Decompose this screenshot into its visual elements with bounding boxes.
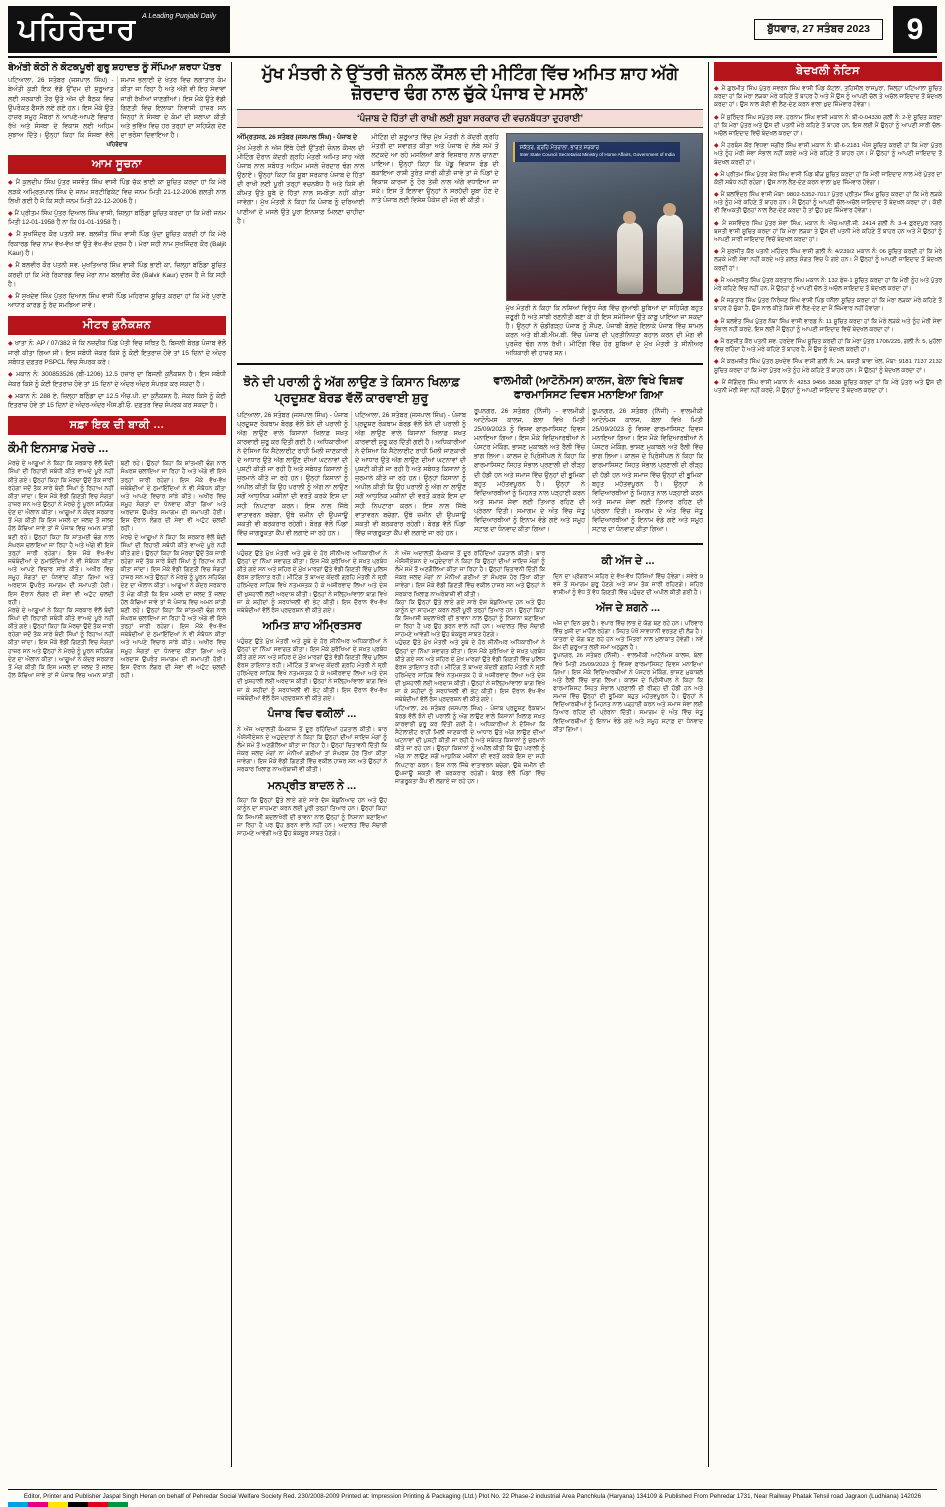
story-3-body: ਰੂਪਨਗਰ, 26 ਸਤੰਬਰ (ਨਿੱਜੀ) - ਵਾਲਮੀਕੀ ਆਟੋਨੋਮਸ ਕਾਲਜ, ਬੇਲਾ ਵਿਖੇ ਮਿਤੀ 25/09/2023 ਨੂੰ ਵਿਸ਼ਵ ਫਾਰਮਾਸਿਸਟ ਦਿਵਸ ਮਨਾਇਆ ਗਿਆ। ਇਸ ਮੌਕੇ ਵਿਦਿਆਰਥੀਆਂ ਨੇ ਪੋਸਟਰ ਮੇਕਿੰਗ, ਭਾਸ਼ਣ ਮੁਕਾਬਲੇ ਅਤੇ ਰੈਲੀ ਵਿੱਚ ਭਾਗ ਲਿਆ। ਕਾਲਜ ਦੇ ਪ੍ਰਿੰਸੀਪਲ ਨੇ ਕਿਹਾ ਕਿ ਫਾਰਮਾਸਿਸਟ ਸਿਹਤ ਸੰਭਾਲ ਪ੍ਰਣਾਲੀ ਦੀ ਰੀੜ੍ਹ ਦੀ ਹੱਡੀ ਹਨ ਅਤੇ ਸਮਾਜ ਵਿੱਚ ਉਨ੍ਹਾਂ ਦੀ ਭੂਮਿਕਾ ਬਹੁਤ ਮਹੱਤਵਪੂਰਨ ਹੈ। ਉਨ੍ਹਾਂ ਨੇ ਵਿਦਿਆਰਥੀਆਂ ਨੂੰ ਮਿਹਨਤ ਨਾਲ ਪੜ੍ਹਾਈ ਕਰਨ ਅਤੇ ਸਮਾਜ ਸੇਵਾ ਲਈ ਤਿਆਰ ਰਹਿਣ ਦੀ ਪ੍ਰੇਰਨਾ ਦਿੱਤੀ। ਸਮਾਗਮ ਦੇ ਅੰਤ ਵਿੱਚ ਜੇਤੂ ਵਿਦਿਆਰਥੀਆਂ ਨੂੰ ਇਨਾਮ ਵੰਡੇ ਗਏ ਅਤੇ ਸਮੂਹ ਸਟਾਫ਼ ਦਾ ਧੰਨਵਾਦ ਕੀਤਾ ਗਿਆ। (474, 407, 585, 534)
photo-banner-text (513, 142, 680, 163)
page-number: 9 (893, 6, 937, 53)
notice-item: ◆ ਮੈਂ ਬਲਵੀਰ ਕੌਰ ਪਤਨੀ ਸਵ. ਮੁਖਤਿਆਰ ਸਿੰਘ ਵਾਸੀ ਪਿੰਡ ਭਾਈ ਕਾ, ਜ਼ਿਲ੍ਹਾ ਬਠਿੰਡਾ ਸੂਚਿਤ ਕਰਦੀ ਹਾਂ ਕਿ ਮੇਰੇ ਰਿਕਾਰਡ ਵਿਚ ਮੇਰਾ ਨਾਮ ਬਲਵੀਰ ਕੌਰ (Balvir Kaur) ਦਰਜ ਹੈ ਜੋ ਕਿ ਸਹੀ ਹੈ। (8, 261, 226, 289)
eviction-notice-list (714, 85, 942, 395)
print-color-bar (8, 1502, 128, 1507)
section-heading-page-one-continued: ਸਫ਼ਾ ਇਕ ਦੀ ਬਾਕੀ ... (8, 416, 226, 435)
lead-col-2 (371, 133, 498, 359)
jump-intro-text: ਪਹੁੰਚਣ ਉਤੇ ਮੁੱਖ ਮੰਤਰੀ ਅਤੇ ਸੂਬੇ ਦੇ ਹੋਰ ਸੀਨੀਅਰ ਅਧਿਕਾਰੀਆਂ ਨੇ ਉਨ੍ਹਾਂ ਦਾ ਨਿੱਘਾ ਸਵਾਗਤ ਕੀਤਾ। ਇਸ ਮੌਕੇ ਸੁਰੱਖਿਆ ਦੇ ਸਖ਼ਤ ਪ੍ਰਬੰਧ ਕੀਤੇ ਗਏ ਸਨ ਅਤੇ ਸ਼ਹਿਰ ਦੇ ਮੁੱਖ ਮਾਰਗਾਂ ਉਤੇ ਵੱਡੀ ਗਿਣਤੀ ਵਿੱਚ ਪੁਲਿਸ ਫੋਰਸ ਤਾਇਨਾਤ ਰਹੀ। ਮੀਟਿੰਗ ਤੋਂ ਬਾਅਦ ਕੇਂਦਰੀ ਗ੍ਰਹਿ ਮੰਤਰੀ ਨੇ ਸ੍ਰੀ ਹਰਿਮੰਦਰ ਸਾਹਿਬ ਵਿਖੇ ਨਤਮਸਤਕ ਹੋ ਕੇ ਅਸ਼ੀਰਵਾਦ ਲਿਆ ਅਤੇ ਦੇਸ਼ ਦੀ ਖੁਸ਼ਹਾਲੀ ਲਈ ਅਰਦਾਸ ਕੀਤੀ। ਉਨ੍ਹਾਂ ਨੇ ਜਲ੍ਹਿਆਂਵਾਲਾ ਬਾਗ਼ ਵਿਖੇ ਜਾ ਕੇ ਸ਼ਹੀਦਾਂ ਨੂੰ ਸ਼ਰਧਾਂਜਲੀ ਵੀ ਭੇਟ ਕੀਤੀ। ਇਸ ਦੌਰਾਨ ਵੱਖ-ਵੱਖ ਜਥੇਬੰਦੀਆਂ ਵੱਲੋਂ ਰੋਸ ਪ੍ਰਦਰਸ਼ਨ ਵੀ ਕੀਤੇ ਗਏ। (237, 550, 387, 614)
masthead-spacer (230, 6, 754, 53)
meter-item: ◆ ਖਾਤਾ ਨੰ: AP / 07/382 ਜੋ ਕਿ ਨਜ਼ਦੀਕ ਪਿੰਡ ਪੱਤੀ ਵਿਚ ਸਥਿਤ ਹੈ, ਬਿਜਲੀ ਬੋਰਡ ਪੰਜਾਬ ਵੱਲੋਂ ਜਾਰੀ ਕੀਤਾ ਗਿਆ ਸੀ। ਇਸ ਸਬੰਧੀ ਜੇਕਰ ਕਿਸੇ ਨੂੰ ਕੋਈ ਇਤਰਾਜ਼ ਹੋਵੇ ਤਾਂ 15 ਦਿਨਾਂ ਦੇ ਅੰਦਰ ਸਬੰਧਤ ਦਫ਼ਤਰ PSPCL ਵਿਚ ਸੰਪਰਕ ਕਰੇ। (8, 339, 226, 367)
center-column (237, 62, 703, 1467)
general-notice-list (8, 178, 226, 310)
eviction-notice-item: ◆ ਮੈਂ ਬਲਵੰਤ ਸਿੰਘ ਪੁੱਤਰ ਨੱਥਾ ਸਿੰਘ ਵਾਸੀ ਵਾਰਡ ਨੰ: 11 ਸੂਚਿਤ ਕਰਦਾ ਹਾਂ ਕਿ ਮੇਰੇ ਲੜਕੇ ਅਤੇ ਨੂੰਹ ਮੇਰੀ ਸੇਵਾ ਸੰਭਾਲ ਨਹੀਂ ਕਰਦੇ, ਇਸ ਲਈ ਮੈਂ ਉਨ੍ਹਾਂ ਨੂੰ ਆਪਣੀ ਜਾਇਦਾਦ ਵਿਚੋਂ ਬੇਦਖਲ ਕਰਦਾ ਹਾਂ। (714, 318, 942, 334)
jump-headline-lawyers: ਪੰਜਾਬ ਵਿਚ ਵਕੀਲਾਂ ... (267, 707, 357, 720)
eviction-notice-item: ◆ ਮੈਂ ਜੋਗਿੰਦਰ ਸਿੰਘ ਵਾਸੀ ਮਕਾਨ ਨੰ: 4253 9456 3838 ਸੂਚਿਤ ਕਰਦਾ ਹਾਂ ਕਿ ਮੇਰੇ ਪੁੱਤਰ ਅਤੇ ਉਸ ਦੀ ਪਤਨੀ ਮੇਰੀ ਸੇਵਾ ਨਹੀਂ ਕਰਦੇ, ਮੈਂ ਉਨ੍ਹਾਂ ਨੂੰ ਆਪਣੀ ਜਾਇਦਾਦ ਤੋਂ ਬੇਦਖਲ ਕਰਦਾ ਹਾਂ। (714, 379, 942, 395)
jump-body-amit-shah: ਪਹੁੰਚਣ ਉਤੇ ਮੁੱਖ ਮੰਤਰੀ ਅਤੇ ਸੂਬੇ ਦੇ ਹੋਰ ਸੀਨੀਅਰ ਅਧਿਕਾਰੀਆਂ ਨੇ ਉਨ੍ਹਾਂ ਦਾ ਨਿੱਘਾ ਸਵਾਗਤ ਕੀਤਾ। ਇਸ ਮੌਕੇ ਸੁਰੱਖਿਆ ਦੇ ਸਖ਼ਤ ਪ੍ਰਬੰਧ ਕੀਤੇ ਗਏ ਸਨ ਅਤੇ ਸ਼ਹਿਰ ਦੇ ਮੁੱਖ ਮਾਰਗਾਂ ਉਤੇ ਵੱਡੀ ਗਿਣਤੀ ਵਿੱਚ ਪੁਲਿਸ ਫੋਰਸ ਤਾਇਨਾਤ ਰਹੀ। ਮੀਟਿੰਗ ਤੋਂ ਬਾਅਦ ਕੇਂਦਰੀ ਗ੍ਰਹਿ ਮੰਤਰੀ ਨੇ ਸ੍ਰੀ ਹਰਿਮੰਦਰ ਸਾਹਿਬ ਵਿਖੇ ਨਤਮਸਤਕ ਹੋ ਕੇ ਅਸ਼ੀਰਵਾਦ ਲਿਆ ਅਤੇ ਦੇਸ਼ ਦੀ ਖੁਸ਼ਹਾਲੀ ਲਈ ਅਰਦਾਸ ਕੀਤੀ। ਉਨ੍ਹਾਂ ਨੇ ਜਲ੍ਹਿਆਂਵਾਲਾ ਬਾਗ਼ ਵਿਖੇ ਜਾ ਕੇ ਸ਼ਹੀਦਾਂ ਨੂੰ ਸ਼ਰਧਾਂਜਲੀ ਵੀ ਭੇਟ ਕੀਤੀ। ਇਸ ਦੌਰਾਨ ਵੱਖ-ਵੱਖ ਜਥੇਬੰਦੀਆਂ ਵੱਲੋਂ ਰੋਸ ਪ੍ਰਦਰਸ਼ਨ ਵੀ ਕੀਤੇ ਗਏ। (237, 638, 387, 702)
jump-body-insaaf-morcha: ਮੋਰਚੇ ਦੇ ਆਗੂਆਂ ਨੇ ਕਿਹਾ ਕਿ ਸਰਕਾਰ ਵੱਲੋਂ ਬੰਦੀ ਸਿੰਘਾਂ ਦੀ ਰਿਹਾਈ ਸਬੰਧੀ ਕੀਤੇ ਵਾਅਦੇ ਪੂਰੇ ਨਹੀਂ ਕੀਤੇ ਗਏ। ਉਨ੍ਹਾਂ ਕਿਹਾ ਕਿ ਮੋਰਚਾ ਉਦੋਂ ਤੱਕ ਜਾਰੀ ਰਹੇਗਾ ਜਦੋਂ ਤੱਕ ਸਾਰੇ ਬੰਦੀ ਸਿੰਘਾਂ ਨੂੰ ਰਿਹਾਅ ਨਹੀਂ ਕੀਤਾ ਜਾਂਦਾ। ਇਸ ਮੌਕੇ ਵੱਡੀ ਗਿਣਤੀ ਵਿਚ ਸੰਗਤਾਂ ਹਾਜ਼ਰ ਸਨ ਅਤੇ ਉਨ੍ਹਾਂ ਨੇ ਮੋਰਚੇ ਨੂੰ ਪੂਰਨ ਸਹਿਯੋਗ ਦੇਣ ਦਾ ਐਲਾਨ ਕੀਤਾ। ਆਗੂਆਂ ਨੇ ਕੇਂਦਰ ਸਰਕਾਰ ਤੋਂ ਮੰਗ ਕੀਤੀ ਕਿ ਇਸ ਮਸਲੇ ਦਾ ਜਲਦ ਤੋਂ ਜਲਦ ਹੱਲ ਕੱਢਿਆ ਜਾਵੇ ਤਾਂ ਜੋ ਪੰਜਾਬ ਵਿਚ ਅਮਨ ਸ਼ਾਂਤੀ ਬਣੀ ਰਹੇ। ਉਨ੍ਹਾਂ ਕਿਹਾ ਕਿ ਸ਼ਾਂਤਮਈ ਢੰਗ ਨਾਲ ਸੰਘਰਸ਼ ਚਲਾਇਆ ਜਾ ਰਿਹਾ ਹੈ ਅਤੇ ਅੱਗੇ ਵੀ ਇਸੇ ਤਰ੍ਹਾਂ ਜਾਰੀ ਰਹੇਗਾ। ਇਸ ਮੌਕੇ ਵੱਖ-ਵੱਖ ਜਥੇਬੰਦੀਆਂ ਦੇ ਨੁਮਾਇੰਦਿਆਂ ਨੇ ਵੀ ਸੰਬੋਧਨ ਕੀਤਾ ਅਤੇ ਆਪਣੇ ਵਿਚਾਰ ਸਾਂਝੇ ਕੀਤੇ। ਅਖੀਰ ਵਿਚ ਸਮੂਹ ਸੰਗਤਾਂ ਦਾ ਧੰਨਵਾਦ ਕੀਤਾ ਗਿਆ ਅਤੇ ਅਰਦਾਸ ਉਪਰੰਤ ਸਮਾਗਮ ਦੀ ਸਮਾਪਤੀ ਹੋਈ। ਇਸ ਦੌਰਾਨ ਲੰਗਰ ਦੀ ਸੇਵਾ ਵੀ ਅਟੁੱਟ ਚਲਦੀ ਰਹੀ। (8, 461, 114, 606)
eviction-notice-item: ◆ ਮੈਂ ਸੁਰਜੀਤ ਕੌਰ ਪਤਨੀ ਮਹਿੰਦਰ ਸਿੰਘ ਵਾਸੀ ਗਲੀ ਨੰ: 4/239/2 ਮਕਾਨ ਨੰ: 06 ਸੂਚਿਤ ਕਰਦੀ ਹਾਂ ਕਿ ਮੇਰੇ ਲੜਕੇ ਮੇਰੀ ਸੇਵਾ ਨਹੀਂ ਕਰਦੇ ਅਤੇ ਗਲਤ ਸੰਗਤ ਵਿਚ ਪੈ ਗਏ ਹਨ। ਮੈਂ ਉਨ੍ਹਾਂ ਨੂੰ ਆਪਣੀ ਜਾਇਦਾਦ ਤੋਂ ਬੇਦਖਲ ਕਰਦੀ ਹਾਂ। (714, 248, 942, 273)
jump-body-insaaf-morcha-cont2: ਮੋਰਚੇ ਦੇ ਆਗੂਆਂ ਨੇ ਕਿਹਾ ਕਿ ਸਰਕਾਰ ਵੱਲੋਂ ਬੰਦੀ ਸਿੰਘਾਂ ਦੀ ਰਿਹਾਈ ਸਬੰਧੀ ਕੀਤੇ ਵਾਅਦੇ ਪੂਰੇ ਨਹੀਂ ਕੀਤੇ ਗਏ। ਉਨ੍ਹਾਂ ਕਿਹਾ ਕਿ ਮੋਰਚਾ ਉਦੋਂ ਤੱਕ ਜਾਰੀ ਰਹੇਗਾ ਜਦੋਂ ਤੱਕ ਸਾਰੇ ਬੰਦੀ ਸਿੰਘਾਂ ਨੂੰ ਰਿਹਾਅ ਨਹੀਂ ਕੀਤਾ ਜਾਂਦਾ। ਇਸ ਮੌਕੇ ਵੱਡੀ ਗਿਣਤੀ ਵਿਚ ਸੰਗਤਾਂ ਹਾਜ਼ਰ ਸਨ ਅਤੇ ਉਨ੍ਹਾਂ ਨੇ ਮੋਰਚੇ ਨੂੰ ਪੂਰਨ ਸਹਿਯੋਗ ਦੇਣ ਦਾ ਐਲਾਨ ਕੀਤਾ। ਆਗੂਆਂ ਨੇ ਕੇਂਦਰ ਸਰਕਾਰ ਤੋਂ ਮੰਗ ਕੀਤੀ ਕਿ ਇਸ ਮਸਲੇ ਦਾ ਜਲਦ ਤੋਂ ਜਲਦ ਹੱਲ ਕੱਢਿਆ ਜਾਵੇ ਤਾਂ ਜੋ ਪੰਜਾਬ ਵਿਚ ਅਮਨ ਸ਼ਾਂਤੀ ਬਣੀ ਰਹੇ। ਉਨ੍ਹਾਂ ਕਿਹਾ ਕਿ ਸ਼ਾਂਤਮਈ ਢੰਗ ਨਾਲ ਸੰਘਰਸ਼ ਚਲਾਇਆ ਜਾ ਰਿਹਾ ਹੈ ਅਤੇ ਅੱਗੇ ਵੀ ਇਸੇ ਤਰ੍ਹਾਂ ਜਾਰੀ ਰਹੇਗਾ। ਇਸ ਮੌਕੇ ਵੱਖ-ਵੱਖ ਜਥੇਬੰਦੀਆਂ ਦੇ ਨੁਮਾਇੰਦਿਆਂ ਨੇ ਵੀ ਸੰਬੋਧਨ ਕੀਤਾ ਅਤੇ ਆਪਣੇ ਵਿਚਾਰ ਸਾਂਝੇ ਕੀਤੇ। ਅਖੀਰ ਵਿਚ ਸਮੂਹ ਸੰਗਤਾਂ ਦਾ ਧੰਨਵਾਦ ਕੀਤਾ ਗਿਆ ਅਤੇ ਅਰਦਾਸ ਉਪਰੰਤ ਸਮਾਗਮ ਦੀ ਸਮਾਪਤੀ ਹੋਈ। ਇਸ ਦੌਰਾਨ ਲੰਗਰ ਦੀ ਸੇਵਾ ਵੀ ਅਟੁੱਟ ਚਲਦੀ ਰਹੀ। (120, 534, 226, 679)
jump-body-extra: ਪਟਿਆਲਾ, 26 ਸਤੰਬਰ (ਜਸਪਾਲ ਸਿੰਘ) - ਪੰਜਾਬ ਪ੍ਰਦੂਸ਼ਣ ਰੋਕਥਾਮ ਬੋਰਡ ਵੱਲੋਂ ਝੋਨੇ ਦੀ ਪਰਾਲੀ ਨੂੰ ਅੱਗ ਲਾਉਣ ਵਾਲੇ ਕਿਸਾਨਾਂ ਖਿਲਾਫ਼ ਸਖ਼ਤ ਕਾਰਵਾਈ ਸ਼ੁਰੂ ਕਰ ਦਿੱਤੀ ਗਈ ਹੈ। ਅਧਿਕਾਰੀਆਂ ਨੇ ਦੱਸਿਆ ਕਿ ਸੈਟੇਲਾਈਟ ਰਾਹੀਂ ਮਿਲੀ ਜਾਣਕਾਰੀ ਦੇ ਆਧਾਰ ਉਤੇ ਅੱਗ ਲਾਉਣ ਦੀਆਂ ਘਟਨਾਵਾਂ ਦੀ ਪੁਸ਼ਟੀ ਕੀਤੀ ਜਾ ਰਹੀ ਹੈ ਅਤੇ ਸਬੰਧਤ ਕਿਸਾਨਾਂ ਨੂੰ ਜੁਰਮਾਨੇ ਕੀਤੇ ਜਾ ਰਹੇ ਹਨ। ਉਨ੍ਹਾਂ ਕਿਸਾਨਾਂ ਨੂੰ ਅਪੀਲ ਕੀਤੀ ਕਿ ਉਹ ਪਰਾਲੀ ਨੂੰ ਅੱਗ ਨਾ ਲਾਉਣ ਸਗੋਂ ਆਧੁਨਿਕ ਮਸ਼ੀਨਾਂ ਦੀ ਵਰਤੋਂ ਕਰਕੇ ਇਸ ਦਾ ਸਹੀ ਨਿਪਟਾਰਾ ਕਰਨ। ਇਸ ਨਾਲ ਜਿੱਥੇ ਵਾਤਾਵਰਨ ਬਚੇਗਾ, ਉਥੇ ਜ਼ਮੀਨ ਦੀ ਉਪਜਾਊ ਸ਼ਕਤੀ ਵੀ ਬਰਕਰਾਰ ਰਹੇਗੀ। ਬੋਰਡ ਵੱਲੋਂ ਪਿੰਡਾਂ ਵਿੱਚ ਜਾਗਰੂਕਤਾ ਕੈਂਪ ਵੀ ਲਗਾਏ ਜਾ ਰਹੇ ਹਨ। (395, 705, 545, 785)
jump-headline-horoscope: ਅੱਜ ਦੇ ਸ਼ਗਨੇ ... (595, 602, 661, 615)
main-headline: ਮੁੱਖ ਮੰਤਰੀ ਨੇ ਉੱਤਰੀ ਜ਼ੋਨਲ ਕੌਂਸਲ ਦੀ ਮੀਟਿੰਗ ਵਿੱਚ ਅਮਿਤ ਸ਼ਾਹ ਅੱਗੇ ਜ਼ੋਰਦਾਰ ਢੰਗ ਨਾਲ ਚੁੱਕੇ ਪੰਜਾਬ ਦੇ ਮਸਲੇ’ (261, 64, 679, 104)
story-3-body-cont: ਰੂਪਨਗਰ, 26 ਸਤੰਬਰ (ਨਿੱਜੀ) - ਵਾਲਮੀਕੀ ਆਟੋਨੋਮਸ ਕਾਲਜ, ਬੇਲਾ ਵਿਖੇ ਮਿਤੀ 25/09/2023 ਨੂੰ ਵਿਸ਼ਵ ਫਾਰਮਾਸਿਸਟ ਦਿਵਸ ਮਨਾਇਆ ਗਿਆ। ਇਸ ਮੌਕੇ ਵਿਦਿਆਰਥੀਆਂ ਨੇ ਪੋਸਟਰ ਮੇਕਿੰਗ, ਭਾਸ਼ਣ ਮੁਕਾਬਲੇ ਅਤੇ ਰੈਲੀ ਵਿੱਚ ਭਾਗ ਲਿਆ। ਕਾਲਜ ਦੇ ਪ੍ਰਿੰਸੀਪਲ ਨੇ ਕਿਹਾ ਕਿ ਫਾਰਮਾਸਿਸਟ ਸਿਹਤ ਸੰਭਾਲ ਪ੍ਰਣਾਲੀ ਦੀ ਰੀੜ੍ਹ ਦੀ ਹੱਡੀ ਹਨ ਅਤੇ ਸਮਾਜ ਵਿੱਚ ਉਨ੍ਹਾਂ ਦੀ ਭੂਮਿਕਾ ਬਹੁਤ ਮਹੱਤਵਪੂਰਨ ਹੈ। ਉਨ੍ਹਾਂ ਨੇ ਵਿਦਿਆਰਥੀਆਂ ਨੂੰ ਮਿਹਨਤ ਨਾਲ ਪੜ੍ਹਾਈ ਕਰਨ ਅਤੇ ਸਮਾਜ ਸੇਵਾ ਲਈ ਤਿਆਰ ਰਹਿਣ ਦੀ ਪ੍ਰੇਰਨਾ ਦਿੱਤੀ। ਸਮਾਗਮ ਦੇ ਅੰਤ ਵਿੱਚ ਜੇਤੂ ਵਿਦਿਆਰਥੀਆਂ ਨੂੰ ਇਨਾਮ ਵੰਡੇ ਗਏ ਅਤੇ ਸਮੂਹ ਸਟਾਫ਼ ਦਾ ਧੰਨਵਾਦ ਕੀਤਾ ਗਿਆ। (592, 407, 703, 534)
eviction-notice-item: ◆ ਮੈਂ ਗੁਰਮੀਤ ਸਿੰਘ ਪੁੱਤਰ ਸਵਰਨ ਸਿੰਘ ਵਾਸੀ ਪਿੰਡ ਕੋਟਲਾ, ਤਹਿਸੀਲ ਰਾਜਪੁਰਾ, ਜ਼ਿਲ੍ਹਾ ਪਟਿਆਲਾ ਸੂਚਿਤ ਕਰਦਾ ਹਾਂ ਕਿ ਮੇਰਾ ਲੜਕਾ ਮੇਰੇ ਕਹਿਣੇ ਤੋਂ ਬਾਹਰ ਹੈ ਅਤੇ ਮੈਂ ਉਸ ਨੂੰ ਆਪਣੀ ਚੱਲ ਤੇ ਅਚੱਲ ਜਾਇਦਾਦ ਤੋਂ ਬੇਦਖਲ ਕਰਦਾ ਹਾਂ। ਉਸ ਨਾਲ ਕੋਈ ਵੀ ਲੈਣ-ਦੇਣ ਕਰਨ ਵਾਲਾ ਖ਼ੁਦ ਜ਼ਿੰਮੇਵਾਰ ਹੋਵੇਗਾ। (714, 85, 942, 110)
jump-col-b (395, 550, 545, 838)
column-divider-2 (708, 62, 709, 1467)
notice-item: ◆ ਮੈਂ ਸੁਖਜਿੰਦਰ ਕੌਰ ਪਤਨੀ ਸਵ. ਬਲਜੀਤ ਸਿੰਘ ਵਾਸੀ ਪਿੰਡ ਘੁੱਦਾ ਸੂਚਿਤ ਕਰਦੀ ਹਾਂ ਕਿ ਮੇਰੇ ਰਿਕਾਰਡ ਵਿਚ ਨਾਮ ਵੱਖ-ਵੱਖ ਥਾਂ ਉਤੇ ਵੱਖ-ਵੱਖ ਦਰਜ ਹੈ। ਮੇਰਾ ਸਹੀ ਨਾਮ ਸੁਖਜਿੰਦਰ ਕੌਰ (Baljit Kaur) ਹੈ। (8, 230, 226, 258)
lead-dateline: ਅੰਮ੍ਰਿਤਸਰ, 26 ਸਤੰਬਰ (ਜਸਪਾਲ ਸਿੰਘ) - ਪੰਜਾਬ ਦੇ (237, 133, 358, 141)
story-2-body: ਪਟਿਆਲਾ, 26 ਸਤੰਬਰ (ਜਸਪਾਲ ਸਿੰਘ) - ਪੰਜਾਬ ਪ੍ਰਦੂਸ਼ਣ ਰੋਕਥਾਮ ਬੋਰਡ ਵੱਲੋਂ ਝੋਨੇ ਦੀ ਪਰਾਲੀ ਨੂੰ ਅੱਗ ਲਾਉਣ ਵਾਲੇ ਕਿਸਾਨਾਂ ਖਿਲਾਫ਼ ਸਖ਼ਤ ਕਾਰਵਾਈ ਸ਼ੁਰੂ ਕਰ ਦਿੱਤੀ ਗਈ ਹੈ। ਅਧਿਕਾਰੀਆਂ ਨੇ ਦੱਸਿਆ ਕਿ ਸੈਟੇਲਾਈਟ ਰਾਹੀਂ ਮਿਲੀ ਜਾਣਕਾਰੀ ਦੇ ਆਧਾਰ ਉਤੇ ਅੱਗ ਲਾਉਣ ਦੀਆਂ ਘਟਨਾਵਾਂ ਦੀ ਪੁਸ਼ਟੀ ਕੀਤੀ ਜਾ ਰਹੀ ਹੈ ਅਤੇ ਸਬੰਧਤ ਕਿਸਾਨਾਂ ਨੂੰ ਜੁਰਮਾਨੇ ਕੀਤੇ ਜਾ ਰਹੇ ਹਨ। ਉਨ੍ਹਾਂ ਕਿਸਾਨਾਂ ਨੂੰ ਅਪੀਲ ਕੀਤੀ ਕਿ ਉਹ ਪਰਾਲੀ ਨੂੰ ਅੱਗ ਨਾ ਲਾਉਣ ਸਗੋਂ ਆਧੁਨਿਕ ਮਸ਼ੀਨਾਂ ਦੀ ਵਰਤੋਂ ਕਰਕੇ ਇਸ ਦਾ ਸਹੀ ਨਿਪਟਾਰਾ ਕਰਨ। ਇਸ ਨਾਲ ਜਿੱਥੇ ਵਾਤਾਵਰਨ ਬਚੇਗਾ, ਉਥੇ ਜ਼ਮੀਨ ਦੀ ਉਪਜਾਊ ਸ਼ਕਤੀ ਵੀ ਬਰਕਰਾਰ ਰਹੇਗੀ। ਬੋਰਡ ਵੱਲੋਂ ਪਿੰਡਾਂ ਵਿੱਚ ਜਾਗਰੂਕਤਾ ਕੈਂਪ ਵੀ ਲਗਾਏ ਜਾ ਰਹੇ ਹਨ। (237, 411, 348, 537)
eviction-notice-item: ◆ ਮੈਂ ਸੁਰਿੰਦਰ ਸਿੰਘ ਸਪੁੱਤਰ ਸਵ. ਹਰਨਾਮ ਸਿੰਘ ਵਾਸੀ ਮਕਾਨ ਨੰ: ਬੀ-0-04330 ਗਲੀ ਨੰ: 2-ਏ ਸੂਚਿਤ ਕਰਦਾ ਹਾਂ ਕਿ ਮੇਰਾ ਪੁੱਤਰ ਅਤੇ ਉਸ ਦੀ ਪਤਨੀ ਮੇਰੇ ਕਹਿਣੇ ਤੋਂ ਬਾਹਰ ਹਨ, ਇਸ ਲਈ ਮੈਂ ਉਨ੍ਹਾਂ ਨੂੰ ਆਪਣੀ ਸਾਰੀ ਚੱਲ-ਅਚੱਲ ਜਾਇਦਾਦ ਵਿਚੋਂ ਬੇਦਖਲ ਕਰਦਾ ਹਾਂ। (714, 114, 942, 139)
meter-connection-list (8, 339, 226, 410)
eviction-notice-item: ◆ ਮੈਂ ਜਗਤਾਰ ਸਿੰਘ ਪੁੱਤਰ ਨਿਰੰਜਣ ਸਿੰਘ ਵਾਸੀ ਪਿੰਡ ਧਨੌਲਾ ਸੂਚਿਤ ਕਰਦਾ ਹਾਂ ਕਿ ਮੇਰਾ ਲੜਕਾ ਮੇਰੇ ਕਹਿਣੇ ਤੋਂ ਬਾਹਰ ਹੋ ਚੁੱਕਾ ਹੈ, ਉਸ ਨਾਲ ਕੀਤੇ ਕਿਸੇ ਵੀ ਲੈਣ-ਦੇਣ ਦਾ ਮੈਂ ਜ਼ਿੰਮੇਵਾਰ ਨਹੀਂ ਹੋਵਾਂਗਾ। (714, 297, 942, 313)
masthead (8, 6, 937, 58)
eviction-notice-item: ◆ ਮੈਂ ਰਣਜੀਤ ਕੌਰ ਪਤਨੀ ਸਵ. ਹਰਦੇਵ ਸਿੰਘ ਸੂਚਿਤ ਕਰਦੀ ਹਾਂ ਕਿ ਮੇਰਾ ਪੁੱਤਰ 1706/225, ਗਲੀ ਨੰ: 5, ਮੁਹੱਲਾ ਵਿਚ ਰਹਿੰਦਾ ਹੈ ਅਤੇ ਮੇਰੇ ਕਹਿਣੇ ਤੋਂ ਬਾਹਰ ਹੈ, ਮੈਂ ਉਸ ਨੂੰ ਬੇਦਖਲ ਕਰਦੀ ਹਾਂ। (714, 338, 942, 354)
jump-headline-insaaf-morcha: ਕੌਮੀ ਇਨਸਾਫ਼ ਮੋਰਚੇ ... (8, 441, 109, 456)
photo-figure-head (663, 203, 676, 216)
lead-photo (506, 133, 703, 301)
jump-body-today: ਦਿਨ ਦਾ ਪ੍ਰੋਗਰਾਮ ਸ਼ਹਿਰ ਦੇ ਵੱਖ-ਵੱਖ ਹਿੱਸਿਆਂ ਵਿੱਚ ਹੋਵੇਗਾ। ਸਵੇਰੇ 9 ਵਜੇ ਤੋਂ ਸਮਾਗਮ ਸ਼ੁਰੂ ਹੋਣਗੇ ਅਤੇ ਸ਼ਾਮ ਤੱਕ ਜਾਰੀ ਰਹਿਣਗੇ। ਸ਼ਹਿਰ ਵਾਸੀਆਂ ਨੂੰ ਵੱਧ ਤੋਂ ਵੱਧ ਗਿਣਤੀ ਵਿੱਚ ਪਹੁੰਚਣ ਦੀ ਅਪੀਲ ਕੀਤੀ ਗਈ ਹੈ। (553, 573, 703, 596)
jump-headline-manpreet-badal: ਮਨਪ੍ਰੀਤ ਬਾਦਲ ਨੇ ... (267, 779, 357, 792)
jump-col-a (237, 550, 387, 838)
photo-banner-en: Inter State Council Secretariat Ministry of Home Affairs, Government of India (519, 152, 675, 158)
jump-body-insaaf-morcha-cont: ਮੋਰਚੇ ਦੇ ਆਗੂਆਂ ਨੇ ਕਿਹਾ ਕਿ ਸਰਕਾਰ ਵੱਲੋਂ ਬੰਦੀ ਸਿੰਘਾਂ ਦੀ ਰਿਹਾਈ ਸਬੰਧੀ ਕੀਤੇ ਵਾਅਦੇ ਪੂਰੇ ਨਹੀਂ ਕੀਤੇ ਗਏ। ਉਨ੍ਹਾਂ ਕਿਹਾ ਕਿ ਮੋਰਚਾ ਉਦੋਂ ਤੱਕ ਜਾਰੀ ਰਹੇਗਾ ਜਦੋਂ ਤੱਕ ਸਾਰੇ ਬੰਦੀ ਸਿੰਘਾਂ ਨੂੰ ਰਿਹਾਅ ਨਹੀਂ ਕੀਤਾ ਜਾਂਦਾ। ਇਸ ਮੌਕੇ ਵੱਡੀ ਗਿਣਤੀ ਵਿਚ ਸੰਗਤਾਂ ਹਾਜ਼ਰ ਸਨ ਅਤੇ ਉਨ੍ਹਾਂ ਨੇ ਮੋਰਚੇ ਨੂੰ ਪੂਰਨ ਸਹਿਯੋਗ ਦੇਣ ਦਾ ਐਲਾਨ ਕੀਤਾ। ਆਗੂਆਂ ਨੇ ਕੇਂਦਰ ਸਰਕਾਰ ਤੋਂ ਮੰਗ ਕੀਤੀ ਕਿ ਇਸ ਮਸਲੇ ਦਾ ਜਲਦ ਤੋਂ ਜਲਦ ਹੱਲ ਕੱਢਿਆ ਜਾਵੇ ਤਾਂ ਜੋ ਪੰਜਾਬ ਵਿਚ ਅਮਨ ਸ਼ਾਂਤੀ ਬਣੀ ਰਹੇ। ਉਨ੍ਹਾਂ ਕਿਹਾ ਕਿ ਸ਼ਾਂਤਮਈ ਢੰਗ ਨਾਲ ਸੰਘਰਸ਼ ਚਲਾਇਆ ਜਾ ਰਿਹਾ ਹੈ ਅਤੇ ਅੱਗੇ ਵੀ ਇਸੇ ਤਰ੍ਹਾਂ ਜਾਰੀ ਰਹੇਗਾ। ਇਸ ਮੌਕੇ ਵੱਖ-ਵੱਖ ਜਥੇਬੰਦੀਆਂ ਦੇ ਨੁਮਾਇੰਦਿਆਂ ਨੇ ਵੀ ਸੰਬੋਧਨ ਕੀਤਾ ਅਤੇ ਆਪਣੇ ਵਿਚਾਰ ਸਾਂਝੇ ਕੀਤੇ। ਅਖੀਰ ਵਿਚ ਸਮੂਹ ਸੰਗਤਾਂ ਦਾ ਧੰਨਵਾਦ ਕੀਤਾ ਗਿਆ ਅਤੇ ਅਰਦਾਸ ਉਪਰੰਤ ਸਮਾਗਮ ਦੀ ਸਮਾਪਤੀ ਹੋਈ। ਇਸ ਦੌਰਾਨ ਲੰਗਰ ਦੀ ਸੇਵਾ ਵੀ ਅਟੁੱਟ ਚਲਦੀ ਰਹੀ। (8, 461, 226, 679)
story-divider (237, 363, 703, 365)
logo-tagline: A Leading Punjabi Daily (142, 13, 217, 20)
lead-body-3: ਮੁੱਖ ਮੰਤਰੀ ਨੇ ਕਿਹਾ ਕਿ ਨਸ਼ਿਆਂ ਵਿਰੁੱਧ ਜੰਗ ਵਿੱਚ ਗੁਆਂਢੀ ਸੂਬਿਆਂ ਦਾ ਸਹਿਯੋਗ ਬਹੁਤ ਜ਼ਰੂਰੀ ਹੈ ਅਤੇ ਸਾਂਝੀ ਰਣਨੀਤੀ ਬਣਾ ਕੇ ਹੀ ਇਸ ਸਮੱਸਿਆ ਉਤੇ ਕਾਬੂ ਪਾਇਆ ਜਾ ਸਕਦਾ ਹੈ। ਉਨ੍ਹਾਂ ਨੇ ਚੰਡੀਗੜ੍ਹ ਪੰਜਾਬ ਨੂੰ ਸੌਂਪਣ, ਪੰਜਾਬੀ ਬੋਲਦੇ ਇਲਾਕੇ ਪੰਜਾਬ ਵਿੱਚ ਸ਼ਾਮਲ ਕਰਨ ਅਤੇ ਬੀ.ਬੀ.ਐਮ.ਬੀ. ਵਿੱਚ ਪੰਜਾਬ ਦੀ ਪ੍ਰਤੀਨਿਧਤਾ ਬਹਾਲ ਕਰਨ ਦੀ ਮੰਗ ਵੀ ਪੁਰਜ਼ੋਰ ਢੰਗ ਨਾਲ ਰੱਖੀ। ਮੀਟਿੰਗ ਵਿੱਚ ਹੋਰ ਸੂਬਿਆਂ ਦੇ ਮੁੱਖ ਮੰਤਰੀ ਤੇ ਸੀਨੀਅਰ ਅਧਿਕਾਰੀ ਵੀ ਹਾਜ਼ਰ ਸਨ। (505, 304, 703, 358)
story-3-headline: ਵਾਲਮੀਕੀ (ਆਟੋਨੋਮਸ) ਕਾਲਜ, ਬੇਲਾ ਵਿਖੇ ਵਿਸ਼ਵ ਫਾਰਮਾਸਿਸਟ ਦਿਵਸ ਮਨਾਇਆ ਗਿਆ (493, 375, 684, 402)
notice-item: ◆ ਮੈਂ ਸੁਖਦੇਵ ਸਿੰਘ ਪੁੱਤਰ ਦਿਆਲ ਸਿੰਘ ਵਾਸੀ ਪਿੰਡ ਮਹਿਰਾਜ ਸੂਚਿਤ ਕਰਦਾ ਹਾਂ ਕਿ ਮੇਰੇ ਪੁਰਾਣੇ ਆਧਾਰ ਕਾਰਡ ਨੂੰ ਰੱਦ ਸਮਝਿਆ ਜਾਵੇ। (8, 292, 226, 311)
section-heading-meter-connection: ਮੀਟਰ ਕੁਨੈਕਸ਼ਨ (8, 316, 226, 335)
story-2 (237, 370, 466, 538)
jump-body-horoscope: ਅੱਜ ਦਾ ਦਿਨ ਸ਼ੁਭ ਹੈ। ਵਪਾਰ ਵਿੱਚ ਲਾਭ ਦੇ ਯੋਗ ਬਣ ਰਹੇ ਹਨ। ਪਰਿਵਾਰ ਵਿੱਚ ਖੁਸ਼ੀ ਦਾ ਮਾਹੌਲ ਰਹੇਗਾ। ਸਿਹਤ ਪੱਖੋਂ ਸਾਵਧਾਨੀ ਵਰਤਣ ਦੀ ਲੋੜ ਹੈ। ਯਾਤਰਾ ਦੇ ਯੋਗ ਬਣ ਰਹੇ ਹਨ ਅਤੇ ਮਿੱਤਰਾਂ ਨਾਲ ਮੁਲਾਕਾਤ ਹੋਵੇਗੀ। ਨਵੇਂ ਕੰਮ ਦੀ ਸ਼ੁਰੂਆਤ ਲਈ ਸਮਾਂ ਅਨੁਕੂਲ ਹੈ। (553, 620, 703, 652)
photo-figure (617, 222, 643, 294)
imprint-footer: Editor, Printer and Publisher Jaspal Singh Heran on behalf of Pehredar Social Welfare Society Red. 230/2008-2009 Printed at: Impression Printing & Packaging (Ltd.) Plot No. 22 Phase-2 industrial Area Panchkula (Haryana) 134109 & Published From Pehredar 1731, Near Railway Phatak Tehsil road Jagraon (Ludhiana) 142026 (8, 1489, 937, 1501)
jump-body-amit-shah-cont: ਪਹੁੰਚਣ ਉਤੇ ਮੁੱਖ ਮੰਤਰੀ ਅਤੇ ਸੂਬੇ ਦੇ ਹੋਰ ਸੀਨੀਅਰ ਅਧਿਕਾਰੀਆਂ ਨੇ ਉਨ੍ਹਾਂ ਦਾ ਨਿੱਘਾ ਸਵਾਗਤ ਕੀਤਾ। ਇਸ ਮੌਕੇ ਸੁਰੱਖਿਆ ਦੇ ਸਖ਼ਤ ਪ੍ਰਬੰਧ ਕੀਤੇ ਗਏ ਸਨ ਅਤੇ ਸ਼ਹਿਰ ਦੇ ਮੁੱਖ ਮਾਰਗਾਂ ਉਤੇ ਵੱਡੀ ਗਿਣਤੀ ਵਿੱਚ ਪੁਲਿਸ ਫੋਰਸ ਤਾਇਨਾਤ ਰਹੀ। ਮੀਟਿੰਗ ਤੋਂ ਬਾਅਦ ਕੇਂਦਰੀ ਗ੍ਰਹਿ ਮੰਤਰੀ ਨੇ ਸ੍ਰੀ ਹਰਿਮੰਦਰ ਸਾਹਿਬ ਵਿਖੇ ਨਤਮਸਤਕ ਹੋ ਕੇ ਅਸ਼ੀਰਵਾਦ ਲਿਆ ਅਤੇ ਦੇਸ਼ ਦੀ ਖੁਸ਼ਹਾਲੀ ਲਈ ਅਰਦਾਸ ਕੀਤੀ। ਉਨ੍ਹਾਂ ਨੇ ਜਲ੍ਹਿਆਂਵਾਲਾ ਬਾਗ਼ ਵਿਖੇ ਜਾ ਕੇ ਸ਼ਹੀਦਾਂ ਨੂੰ ਸ਼ਰਧਾਂਜਲੀ ਵੀ ਭੇਟ ਕੀਤੀ। ਇਸ ਦੌਰਾਨ ਵੱਖ-ਵੱਖ ਜਥੇਬੰਦੀਆਂ ਵੱਲੋਂ ਰੋਸ ਪ੍ਰਦਰਸ਼ਨ ਵੀ ਕੀਤੇ ਗਏ। (395, 640, 545, 704)
jump-body-manpreet-cont: ਕਿਹਾ ਕਿ ਉਨ੍ਹਾਂ ਉਤੇ ਲਾਏ ਗਏ ਸਾਰੇ ਦੋਸ਼ ਬੇਬੁਨਿਆਦ ਹਨ ਅਤੇ ਉਹ ਕਾਨੂੰਨ ਦਾ ਸਾਹਮਣਾ ਕਰਨ ਲਈ ਪੂਰੀ ਤਰ੍ਹਾਂ ਤਿਆਰ ਹਨ। ਉਨ੍ਹਾਂ ਕਿਹਾ ਕਿ ਸਿਆਸੀ ਬਦਲਾਖੋਰੀ ਦੀ ਭਾਵਨਾ ਨਾਲ ਉਨ੍ਹਾਂ ਨੂੰ ਨਿਸ਼ਾਨਾ ਬਣਾਇਆ ਜਾ ਰਿਹਾ ਹੈ ਪਰ ਉਹ ਡਰਨ ਵਾਲੇ ਨਹੀਂ ਹਨ। ਅਦਾਲਤ ਵਿੱਚ ਸੱਚਾਈ ਸਾਹਮਣੇ ਆਵੇਗੀ ਅਤੇ ਉਹ ਬੇਕਸੂਰ ਸਾਬਤ ਹੋਣਗੇ। (395, 599, 545, 639)
eviction-notice-item: ◆ ਮੈਂ ਬਲਵਿੰਦਰ ਸਿੰਘ ਵਾਸੀ ਮੋਬਾ: 9802-5352-7017 ਪੁੱਤਰ ਪ੍ਰੀਤਮ ਸਿੰਘ ਸੂਚਿਤ ਕਰਦਾ ਹਾਂ ਕਿ ਮੇਰੇ ਲੜਕੇ ਅਤੇ ਨੂੰਹ ਮੇਰੇ ਕਹਿਣੇ ਤੋਂ ਬਾਹਰ ਹਨ। ਮੈਂ ਉਨ੍ਹਾਂ ਨੂੰ ਆਪਣੀ ਚੱਲ-ਅਚੱਲ ਜਾਇਦਾਦ ਤੋਂ ਬੇਦਖਲ ਕਰਦਾ ਹਾਂ। ਕੋਈ ਵੀ ਵਿਅਕਤੀ ਉਨ੍ਹਾਂ ਨਾਲ ਲੈਣ-ਦੇਣ ਕਰਦਾ ਹੈ ਤਾਂ ਉਹ ਖ਼ੁਦ ਜ਼ਿੰਮੇਵਾਰ ਹੋਵੇਗਾ। (714, 191, 942, 216)
meter-item: ◆ ਮਕਾਨ ਨੰ: 288 ਏ, ਜ਼ਿਲ੍ਹਾ ਬਠਿੰਡਾ ਦਾ 12.5 ਐਚ.ਪੀ. ਦਾ ਕੁਨੈਕਸ਼ਨ ਹੈ, ਜੇਕਰ ਕਿਸੇ ਨੂੰ ਕੋਈ ਇਤਰਾਜ਼ ਹੋਵੇ ਤਾਂ 15 ਦਿਨਾਂ ਦੇ ਅੰਦਰ-ਅੰਦਰ ਐਸ.ਡੀ.ਓ. ਦਫ਼ਤਰ ਵਿਚ ਸੰਪਰਕ ਕਰ ਸਕਦਾ ਹੈ। (8, 392, 226, 411)
lead-col-3 (506, 133, 703, 359)
eviction-notice-item: ◆ ਮੈਂ ਅਮਰਜੀਤ ਸਿੰਘ ਪੁੱਤਰ ਕਰਤਾਰ ਸਿੰਘ ਮਕਾਨ ਨੰ: 132 ਫੇਜ਼-1 ਸੂਚਿਤ ਕਰਦਾ ਹਾਂ ਕਿ ਮੇਰੀ ਨੂੰਹ ਅਤੇ ਪੁੱਤਰ ਮੇਰੇ ਕਹਿਣੇ ਵਿਚ ਨਹੀਂ ਹਨ, ਮੈਂ ਉਨ੍ਹਾਂ ਨੂੰ ਆਪਣੀ ਚੱਲ ਤੇ ਅਚੱਲ ਜਾਇਦਾਦ ਤੋਂ ਬੇਦਖਲ ਕਰਦਾ ਹਾਂ। (714, 277, 942, 293)
eviction-notice-item: ◆ ਮੈਂ ਹਰਬੰਸ ਕੌਰ ਵਿਧਵਾ ਜਗੀਰ ਸਿੰਘ ਵਾਸੀ ਮਕਾਨ ਨੰ: ਬੀ-6-2181 ਐਸ ਸੂਚਿਤ ਕਰਦੀ ਹਾਂ ਕਿ ਮੇਰਾ ਪੁੱਤਰ ਅਤੇ ਨੂੰਹ ਮੇਰੀ ਸੇਵਾ ਸੰਭਾਲ ਨਹੀਂ ਕਰਦੇ ਅਤੇ ਮੇਰੇ ਕਹਿਣੇ ਤੋਂ ਬਾਹਰ ਹਨ। ਮੈਂ ਉਨ੍ਹਾਂ ਨੂੰ ਆਪਣੀ ਜਾਇਦਾਦ ਤੋਂ ਬੇਦਖਲ ਕਰਦੀ ਹਾਂ। (714, 142, 942, 167)
column-divider (231, 62, 232, 1467)
logo-title: ਪਹਿਰੇਦਾਰ (18, 12, 137, 46)
issue-date: ਬੁੱਧਵਾਰ, 27 ਸਤੰਬਰ 2023 (754, 19, 883, 40)
right-column (714, 62, 942, 1467)
photo-figure (657, 214, 683, 294)
notice-item: ◆ ਮੈਂ ਕੁਲਦੀਪ ਸਿੰਘ ਪੁੱਤਰ ਜਸਵੰਤ ਸਿੰਘ ਵਾਸੀ ਪਿੰਡ ਚੱਕ ਭਾਈ ਕਾ ਸੂਚਿਤ ਕਰਦਾ ਹਾਂ ਕਿ ਮੇਰੇ ਲੜਕੇ ਅਮ੍ਰਿਤਪਾਲ ਸਿੰਘ ਦੇ ਜਨਮ ਸਰਟੀਫਿਕੇਟ ਵਿਚ ਜਨਮ ਮਿਤੀ 21-12-2006 ਗਲਤੀ ਨਾਲ ਲਿਖੀ ਗਈ ਹੈ ਜੋ ਕਿ ਸਹੀ ਜਨਮ ਮਿਤੀ 22-12-2006 ਹੈ। (8, 178, 226, 206)
eviction-notice-item: ◆ ਮੈਂ ਕਰਮਜੀਤ ਸਿੰਘ ਪੁੱਤਰ ਸੁਖਦੇਵ ਸਿੰਘ ਵਾਸੀ ਗਲੀ ਨੰ: 24, ਬਸਤੀ ਬਾਵਾ ਖੇਲ, ਮੋਬਾ: 9181 7137 2132 ਸੂਚਿਤ ਕਰਦਾ ਹਾਂ ਕਿ ਮੇਰਾ ਪੁੱਤਰ ਅਤੇ ਨੂੰਹ ਮੇਰੇ ਕਹਿਣੇ ਤੋਂ ਬਾਹਰ ਹਨ। ਮੈਂ ਉਨ੍ਹਾਂ ਨੂੰ ਬੇਦਖਲ ਕਰਦਾ ਹਾਂ। (714, 358, 942, 374)
section-heading-eviction-notice: ਬੇਦਖਲੀ ਨੋਟਿਸ (714, 62, 942, 81)
main-subheadline: ‘ਪੰਜਾਬ ਦੇ ਹਿੱਤਾਂ ਦੀ ਰਾਖੀ ਲਈ ਸੂਬਾ ਸਰਕਾਰ ਦੀ ਵਚਨਬੱਧਤਾ ਦੁਹਰਾਈ’ (237, 109, 703, 128)
jump-col-c (553, 550, 703, 838)
left-top-body: ਪਟਿਆਲਾ, 26 ਸਤੰਬਰ (ਜਸਪਾਲ ਸਿੰਘ) - ਬੇਅੰਤੀ ਕੁੜੀ ਇਕ ਵੱਡੇ ਉੱਦਮ ਦੀ ਸ਼ੁਰੂਆਤ ਲਈ ਸਰਕਾਰੀ ਤੌਰ ਉਤੇ ਅੱਜ ਦੀ ਬੈਠਕ ਵਿਚ ਉਪਰੋਕਤ ਫੈਸਲੇ ਲਏ ਗਏ ਹਨ। ਇਸ ਮੌਕੇ ਉਤੇ ਹਾਜ਼ਰ ਸਮੂਹ ਮੈਂਬਰਾਂ ਨੇ ਆਪਣੇ-ਆਪਣੇ ਵਿਚਾਰ ਰੱਖੇ ਅਤੇ ਸੰਸਥਾ ਦੇ ਵਿਕਾਸ ਲਈ ਅਹਿਮ ਸੁਝਾਅ ਦਿੱਤੇ। ਉਨ੍ਹਾਂ ਕਿਹਾ ਕਿ ਸੰਸਥਾ ਵੱਲੋਂ ਸਮਾਜ ਭਲਾਈ ਦੇ ਖੇਤਰ ਵਿਚ ਲਗਾਤਾਰ ਕੰਮ ਕੀਤਾ ਜਾ ਰਿਹਾ ਹੈ ਅਤੇ ਅੱਗੋਂ ਵੀ ਇਹ ਸੇਵਾਵਾਂ ਜਾਰੀ ਰੱਖੀਆਂ ਜਾਣਗੀਆਂ। ਇਸ ਮੌਕੇ ਉਤੇ ਵੱਡੀ ਗਿਣਤੀ ਵਿਚ ਇਲਾਕਾ ਨਿਵਾਸੀ ਹਾਜ਼ਰ ਸਨ ਜਿਨ੍ਹਾਂ ਨੇ ਸੰਸਥਾ ਦੇ ਕੰਮਾਂ ਦੀ ਸ਼ਲਾਘਾ ਕੀਤੀ ਅਤੇ ਭਵਿੱਖ ਵਿਚ ਹਰ ਤਰ੍ਹਾਂ ਦਾ ਸਹਿਯੋਗ ਦੇਣ ਦਾ ਭਰੋਸਾ ਦਿਵਾਇਆ ਹੈ। (8, 77, 226, 139)
story-divider-2 (237, 543, 703, 545)
story-3 (474, 370, 703, 538)
jump-body-manpreet-badal: ਕਿਹਾ ਕਿ ਉਨ੍ਹਾਂ ਉਤੇ ਲਾਏ ਗਏ ਸਾਰੇ ਦੋਸ਼ ਬੇਬੁਨਿਆਦ ਹਨ ਅਤੇ ਉਹ ਕਾਨੂੰਨ ਦਾ ਸਾਹਮਣਾ ਕਰਨ ਲਈ ਪੂਰੀ ਤਰ੍ਹਾਂ ਤਿਆਰ ਹਨ। ਉਨ੍ਹਾਂ ਕਿਹਾ ਕਿ ਸਿਆਸੀ ਬਦਲਾਖੋਰੀ ਦੀ ਭਾਵਨਾ ਨਾਲ ਉਨ੍ਹਾਂ ਨੂੰ ਨਿਸ਼ਾਨਾ ਬਣਾਇਆ ਜਾ ਰਿਹਾ ਹੈ ਪਰ ਉਹ ਡਰਨ ਵਾਲੇ ਨਹੀਂ ਹਨ। ਅਦਾਲਤ ਵਿੱਚ ਸੱਚਾਈ ਸਾਹਮਣੇ ਆਵੇਗੀ ਅਤੇ ਉਹ ਬੇਕਸੂਰ ਸਾਬਤ ਹੋਣਗੇ। (237, 798, 387, 837)
lead-body-1: ਮੁੱਖ ਮੰਤਰੀ ਨੇ ਅੱਜ ਇੱਥੇ ਹੋਈ ਉੱਤਰੀ ਜ਼ੋਨਲ ਕੌਂਸਲ ਦੀ ਮੀਟਿੰਗ ਦੌਰਾਨ ਕੇਂਦਰੀ ਗ੍ਰਹਿ ਮੰਤਰੀ ਅਮਿਤ ਸ਼ਾਹ ਅੱਗੇ ਪੰਜਾਬ ਨਾਲ ਸਬੰਧਤ ਅਹਿਮ ਮਸਲੇ ਜ਼ੋਰਦਾਰ ਢੰਗ ਨਾਲ ਉਠਾਏ। ਉਨ੍ਹਾਂ ਕਿਹਾ ਕਿ ਸੂਬਾ ਸਰਕਾਰ ਪੰਜਾਬ ਦੇ ਹਿੱਤਾਂ ਦੀ ਰਾਖੀ ਲਈ ਪੂਰੀ ਤਰ੍ਹਾਂ ਵਚਨਬੱਧ ਹੈ ਅਤੇ ਕਿਸੇ ਵੀ ਕੀਮਤ ਉਤੇ ਸੂਬੇ ਦੇ ਹਿੱਤਾਂ ਨਾਲ ਸਮਝੌਤਾ ਨਹੀਂ ਕੀਤਾ ਜਾਵੇਗਾ। ਮੁੱਖ ਮੰਤਰੀ ਨੇ ਕਿਹਾ ਕਿ ਪੰਜਾਬ ਨੂੰ ਦਰਿਆਈ ਪਾਣੀਆਂ ਦੇ ਮਸਲੇ ਉਤੇ ਪੂਰਾ ਇਨਸਾਫ਼ ਮਿਲਣਾ ਚਾਹੀਦਾ ਹੈ। (237, 144, 365, 225)
left-top-headline: ਬੇਅੰਤੀ ਕੋਠੀ ਨੇ ਕੋਟਕਪੂਰੀ ਗੁਰੂ ਸ਼ਹਾਦਤ ਨੂੰ ਸੌਂਪਿਆ ਸ਼ਰਧਾ ਪੱਤਰ (8, 62, 222, 73)
section-heading-general-notice: ਆਮ ਸੂਚਨਾ (8, 155, 226, 174)
left-photo-caption: ਪਹਿਰੇਦਾਰ (106, 142, 128, 149)
newspaper-logo (8, 6, 230, 53)
meter-item: ◆ ਮਕਾਨ ਨੰ: 300853526 (ਬੀ-1206) 12.5 ਹਜ਼ਾਰ ਦਾ ਬਿਜਲੀ ਕੁਨੈਕਸ਼ਨ ਹੈ। ਇਸ ਸਬੰਧੀ ਜੇਕਰ ਕਿਸੇ ਨੂੰ ਕੋਈ ਇਤਰਾਜ਼ ਹੋਵੇ ਤਾਂ 15 ਦਿਨਾਂ ਦੇ ਅੰਦਰ ਅੰਦਰ ਸੰਪਰਕ ਕਰ ਸਕਦਾ ਹੈ। (8, 370, 226, 389)
eviction-notice-item: ◆ ਮੈਂ ਜਸਵਿੰਦਰ ਸਿੰਘ ਪੁੱਤਰ ਸੇਵਾ ਸਿੰਘ, ਮਕਾਨ ਨੰ: ਐਚ.ਆਈ.ਜੀ. 2414 ਗਲੀ ਨੰ: 3-4 ਫ਼ੁਰਦਪੁਰ ਨਗਰ ਬਸਤੀ ਵਾਸੀ ਸੂਚਿਤ ਕਰਦਾ ਹਾਂ ਕਿ ਮੇਰਾ ਲੜਕਾ ਤੇ ਉਸ ਦੀ ਪਤਨੀ ਮੇਰੇ ਕਹਿਣੇ ਤੋਂ ਬਾਹਰ ਹਨ ਅਤੇ ਮੈਂ ਉਨ੍ਹਾਂ ਨੂੰ ਆਪਣੀ ਸਾਰੀ ਜਾਇਦਾਦ ਵਿਚੋਂ ਬੇਦਖਲ ਕਰਦਾ ਹਾਂ। (714, 220, 942, 245)
photo-banner-pa: ਸਕੱਤਰ, ਗ੍ਰਹਿ ਮੰਤਰਾਲਾ, ਭਾਰਤ ਸਰਕਾਰ (519, 144, 600, 151)
photo-figure-head (623, 211, 636, 224)
notice-item: ◆ ਮੈਂ ਪ੍ਰੀਤਮ ਸਿੰਘ ਪੁੱਤਰ ਦਿਆਲ ਸਿੰਘ ਵਾਸੀ, ਜ਼ਿਲ੍ਹਾ ਬਠਿੰਡਾ ਸੂਚਿਤ ਕਰਦਾ ਹਾਂ ਕਿ ਮੇਰੀ ਜਨਮ ਮਿਤੀ 12-01-1958 ਹੈ ਨਾ ਕਿ 01-01-1958 ਹੈ। (8, 209, 226, 228)
eviction-notice-item: ◆ ਮੈਂ ਪ੍ਰੀਤਮ ਸਿੰਘ ਪੁੱਤਰ ਸ਼ੇਰ ਸਿੰਘ ਵਾਸੀ ਪਿੰਡ ਬੀੜ ਸੂਚਿਤ ਕਰਦਾ ਹਾਂ ਕਿ ਮੇਰੀ ਜਾਇਦਾਦ ਨਾਲ ਮੇਰੇ ਪੁੱਤਰ ਦਾ ਕੋਈ ਸਬੰਧ ਨਹੀਂ ਰਹੇਗਾ। ਉਸ ਨਾਲ ਲੈਣ-ਦੇਣ ਕਰਨ ਵਾਲਾ ਖ਼ੁਦ ਜ਼ਿੰਮੇਵਾਰ ਹੋਵੇਗਾ। (714, 171, 942, 187)
jump-body-lawyers: ਨੇ ਅੱਜ ਅਦਾਲਤੀ ਕੰਮਕਾਜ ਤੋਂ ਦੂਰ ਰਹਿੰਦਿਆਂ ਹੜਤਾਲ ਕੀਤੀ। ਬਾਰ ਐਸੋਸੀਏਸ਼ਨ ਦੇ ਅਹੁਦੇਦਾਰਾਂ ਨੇ ਕਿਹਾ ਕਿ ਉਨ੍ਹਾਂ ਦੀਆਂ ਜਾਇਜ਼ ਮੰਗਾਂ ਨੂੰ ਲੰਮੇ ਸਮੇਂ ਤੋਂ ਅਣਗੌਲਿਆ ਕੀਤਾ ਜਾ ਰਿਹਾ ਹੈ। ਉਨ੍ਹਾਂ ਚਿਤਾਵਨੀ ਦਿੱਤੀ ਕਿ ਜੇਕਰ ਜਲਦ ਮੰਗਾਂ ਨਾ ਮੰਨੀਆਂ ਗਈਆਂ ਤਾਂ ਸੰਘਰਸ਼ ਹੋਰ ਤਿੱਖਾ ਕੀਤਾ ਜਾਵੇਗਾ। ਇਸ ਮੌਕੇ ਵੱਡੀ ਗਿਣਤੀ ਵਿੱਚ ਵਕੀਲ ਹਾਜ਼ਰ ਸਨ ਅਤੇ ਉਨ੍ਹਾਂ ਨੇ ਸਰਕਾਰ ਖਿਲਾਫ਼ ਨਾਅਰੇਬਾਜ਼ੀ ਵੀ ਕੀਤੀ। (237, 726, 387, 774)
jump-headline-today: ਕੀ ਅੱਜ ਦੇ ... (601, 554, 655, 567)
story-2-body-cont: ਪਟਿਆਲਾ, 26 ਸਤੰਬਰ (ਜਸਪਾਲ ਸਿੰਘ) - ਪੰਜਾਬ ਪ੍ਰਦੂਸ਼ਣ ਰੋਕਥਾਮ ਬੋਰਡ ਵੱਲੋਂ ਝੋਨੇ ਦੀ ਪਰਾਲੀ ਨੂੰ ਅੱਗ ਲਾਉਣ ਵਾਲੇ ਕਿਸਾਨਾਂ ਖਿਲਾਫ਼ ਸਖ਼ਤ ਕਾਰਵਾਈ ਸ਼ੁਰੂ ਕਰ ਦਿੱਤੀ ਗਈ ਹੈ। ਅਧਿਕਾਰੀਆਂ ਨੇ ਦੱਸਿਆ ਕਿ ਸੈਟੇਲਾਈਟ ਰਾਹੀਂ ਮਿਲੀ ਜਾਣਕਾਰੀ ਦੇ ਆਧਾਰ ਉਤੇ ਅੱਗ ਲਾਉਣ ਦੀਆਂ ਘਟਨਾਵਾਂ ਦੀ ਪੁਸ਼ਟੀ ਕੀਤੀ ਜਾ ਰਹੀ ਹੈ ਅਤੇ ਸਬੰਧਤ ਕਿਸਾਨਾਂ ਨੂੰ ਜੁਰਮਾਨੇ ਕੀਤੇ ਜਾ ਰਹੇ ਹਨ। ਉਨ੍ਹਾਂ ਕਿਸਾਨਾਂ ਨੂੰ ਅਪੀਲ ਕੀਤੀ ਕਿ ਉਹ ਪਰਾਲੀ ਨੂੰ ਅੱਗ ਨਾ ਲਾਉਣ ਸਗੋਂ ਆਧੁਨਿਕ ਮਸ਼ੀਨਾਂ ਦੀ ਵਰਤੋਂ ਕਰਕੇ ਇਸ ਦਾ ਸਹੀ ਨਿਪਟਾਰਾ ਕਰਨ। ਇਸ ਨਾਲ ਜਿੱਥੇ ਵਾਤਾਵਰਨ ਬਚੇਗਾ, ਉਥੇ ਜ਼ਮੀਨ ਦੀ ਉਪਜਾਊ ਸ਼ਕਤੀ ਵੀ ਬਰਕਰਾਰ ਰਹੇਗੀ। ਬੋਰਡ ਵੱਲੋਂ ਪਿੰਡਾਂ ਵਿੱਚ ਜਾਗਰੂਕਤਾ ਕੈਂਪ ਵੀ ਲਗਾਏ ਜਾ ਰਹੇ ਹਨ। (355, 411, 466, 537)
lead-col-1 (237, 133, 364, 359)
story-2-headline: ਝੋਨੇ ਦੀ ਪਰਾਲੀ ਨੂੰ ਅੱਗ ਲਾਉਣ ਤੇ ਕਿਸਾਨ ਖਿਲਾਫ਼ ਪ੍ਰਦੂਸ਼ਣ ਬੋਰਡ ਵੱਲੋਂ ਕਾਰਵਾਈ ਸ਼ੁਰੂ (243, 375, 460, 405)
left-column (8, 62, 226, 1467)
jump-body-lawyers-cont: ਨੇ ਅੱਜ ਅਦਾਲਤੀ ਕੰਮਕਾਜ ਤੋਂ ਦੂਰ ਰਹਿੰਦਿਆਂ ਹੜਤਾਲ ਕੀਤੀ। ਬਾਰ ਐਸੋਸੀਏਸ਼ਨ ਦੇ ਅਹੁਦੇਦਾਰਾਂ ਨੇ ਕਿਹਾ ਕਿ ਉਨ੍ਹਾਂ ਦੀਆਂ ਜਾਇਜ਼ ਮੰਗਾਂ ਨੂੰ ਲੰਮੇ ਸਮੇਂ ਤੋਂ ਅਣਗੌਲਿਆ ਕੀਤਾ ਜਾ ਰਿਹਾ ਹੈ। ਉਨ੍ਹਾਂ ਚਿਤਾਵਨੀ ਦਿੱਤੀ ਕਿ ਜੇਕਰ ਜਲਦ ਮੰਗਾਂ ਨਾ ਮੰਨੀਆਂ ਗਈਆਂ ਤਾਂ ਸੰਘਰਸ਼ ਹੋਰ ਤਿੱਖਾ ਕੀਤਾ ਜਾਵੇਗਾ। ਇਸ ਮੌਕੇ ਵੱਡੀ ਗਿਣਤੀ ਵਿੱਚ ਵਕੀਲ ਹਾਜ਼ਰ ਸਨ ਅਤੇ ਉਨ੍ਹਾਂ ਨੇ ਸਰਕਾਰ ਖਿਲਾਫ਼ ਨਾਅਰੇਬਾਜ਼ੀ ਵੀ ਕੀਤੀ। (395, 550, 545, 598)
lead-body-2: ਮੀਟਿੰਗ ਦੀ ਸ਼ੁਰੂਆਤ ਵਿੱਚ ਮੁੱਖ ਮੰਤਰੀ ਨੇ ਕੇਂਦਰੀ ਗ੍ਰਹਿ ਮੰਤਰੀ ਦਾ ਸਵਾਗਤ ਕੀਤਾ ਅਤੇ ਪੰਜਾਬ ਦੇ ਲੰਬੇ ਸਮੇਂ ਤੋਂ ਲਟਕਦੇ ਆ ਰਹੇ ਮਸਲਿਆਂ ਬਾਰੇ ਵਿਸਥਾਰ ਨਾਲ ਚਾਨਣਾ ਪਾਇਆ। ਉਨ੍ਹਾਂ ਕਿਹਾ ਕਿ ਪੇਂਡੂ ਵਿਕਾਸ ਫੰਡ ਦੀ ਬਕਾਇਆ ਰਾਸ਼ੀ ਤੁਰੰਤ ਜਾਰੀ ਕੀਤੀ ਜਾਵੇ ਤਾਂ ਜੋ ਪਿੰਡਾਂ ਦੇ ਵਿਕਾਸ ਕਾਰਜਾਂ ਨੂੰ ਹੋਰ ਤੇਜ਼ੀ ਨਾਲ ਅੱਗੇ ਵਧਾਇਆ ਜਾ ਸਕੇ। ਇਸ ਤੋਂ ਇਲਾਵਾ ਉਨ੍ਹਾਂ ਨੇ ਸਰਹੱਦੀ ਸੂਬਾ ਹੋਣ ਦੇ ਨਾਤੇ ਪੰਜਾਬ ਲਈ ਵਿਸ਼ੇਸ਼ ਪੈਕੇਜ ਦੀ ਮੰਗ ਵੀ ਕੀਤੀ। (371, 133, 499, 205)
jump-headline-amit-shah: ਅਮਿਤ ਸ਼ਾਹ ਅੰਮ੍ਰਿਤਸਰ (262, 620, 362, 633)
jump-body-horoscope-cont: ਰੂਪਨਗਰ, 26 ਸਤੰਬਰ (ਨਿੱਜੀ) - ਵਾਲਮੀਕੀ ਆਟੋਨੋਮਸ ਕਾਲਜ, ਬੇਲਾ ਵਿਖੇ ਮਿਤੀ 25/09/2023 ਨੂੰ ਵਿਸ਼ਵ ਫਾਰਮਾਸਿਸਟ ਦਿਵਸ ਮਨਾਇਆ ਗਿਆ। ਇਸ ਮੌਕੇ ਵਿਦਿਆਰਥੀਆਂ ਨੇ ਪੋਸਟਰ ਮੇਕਿੰਗ, ਭਾਸ਼ਣ ਮੁਕਾਬਲੇ ਅਤੇ ਰੈਲੀ ਵਿੱਚ ਭਾਗ ਲਿਆ। ਕਾਲਜ ਦੇ ਪ੍ਰਿੰਸੀਪਲ ਨੇ ਕਿਹਾ ਕਿ ਫਾਰਮਾਸਿਸਟ ਸਿਹਤ ਸੰਭਾਲ ਪ੍ਰਣਾਲੀ ਦੀ ਰੀੜ੍ਹ ਦੀ ਹੱਡੀ ਹਨ ਅਤੇ ਸਮਾਜ ਵਿੱਚ ਉਨ੍ਹਾਂ ਦੀ ਭੂਮਿਕਾ ਬਹੁਤ ਮਹੱਤਵਪੂਰਨ ਹੈ। ਉਨ੍ਹਾਂ ਨੇ ਵਿਦਿਆਰਥੀਆਂ ਨੂੰ ਮਿਹਨਤ ਨਾਲ ਪੜ੍ਹਾਈ ਕਰਨ ਅਤੇ ਸਮਾਜ ਸੇਵਾ ਲਈ ਤਿਆਰ ਰਹਿਣ ਦੀ ਪ੍ਰੇਰਨਾ ਦਿੱਤੀ। ਸਮਾਗਮ ਦੇ ਅੰਤ ਵਿੱਚ ਜੇਤੂ ਵਿਦਿਆਰਥੀਆਂ ਨੂੰ ਇਨਾਮ ਵੰਡੇ ਗਏ ਅਤੇ ਸਮੂਹ ਸਟਾਫ਼ ਦਾ ਧੰਨਵਾਦ ਕੀਤਾ ਗਿਆ। (553, 653, 703, 733)
page-grid (8, 62, 942, 1467)
